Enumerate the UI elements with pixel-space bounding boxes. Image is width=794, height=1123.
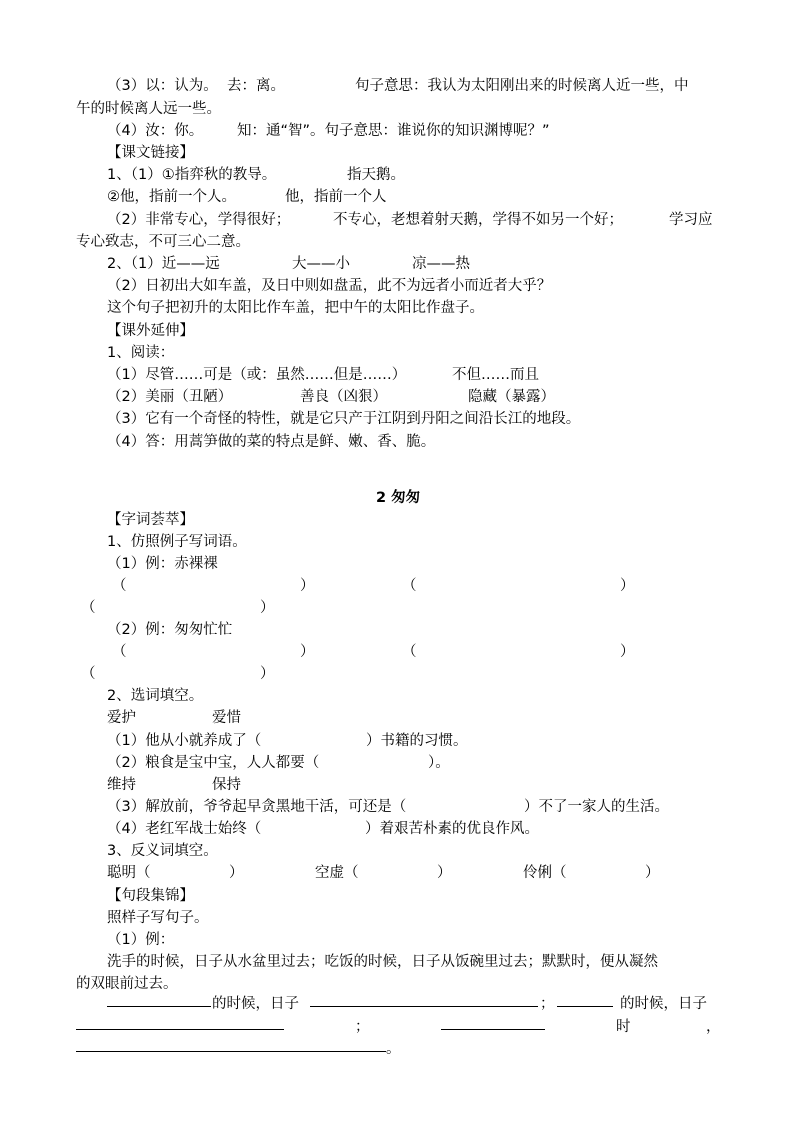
paren-close: ） — [260, 666, 275, 682]
q3-prompt: 3、反义词填空。 — [107, 843, 218, 859]
fill-text: ， — [706, 1019, 721, 1035]
kewen-2-b: 他，指前一个人 — [285, 189, 387, 205]
fill-text: ； — [540, 996, 555, 1012]
blank-line[interactable] — [557, 1006, 613, 1007]
header-juduan: 【句段集锦】 — [107, 888, 194, 904]
q1b-example: （2）例：匆匆忙忙 — [107, 622, 233, 638]
paren-close: ） — [645, 865, 660, 881]
paren-open: （ — [81, 666, 96, 682]
word-aihu: 爱护 — [107, 710, 136, 726]
paren-open: （ — [402, 644, 417, 660]
q2-4-b: ）着艰苦朴素的优良作风。 — [365, 821, 539, 837]
paren-close: ） — [620, 578, 635, 594]
blank-line[interactable] — [441, 1029, 545, 1030]
kewen-4-c: 凉——热 — [412, 256, 470, 272]
paren-open: （ — [402, 578, 417, 594]
paren-open: （ — [112, 578, 127, 594]
paren-close: ） — [229, 865, 244, 881]
kewen-3-d: 专心致志，不可三心二意。 — [76, 234, 250, 250]
kewen-4-b: 大——小 — [292, 256, 350, 272]
kewen-1-a: 1、（1）①指弈秋的教导。 — [107, 167, 277, 183]
kewen-3-c: 学习应 — [669, 212, 713, 228]
header-kewen: 【课文链接】 — [107, 145, 194, 161]
kewen-2-a: ②他，指前一个人。 — [107, 189, 236, 205]
paren-open: （ — [112, 644, 127, 660]
paren-close: ） — [260, 600, 275, 616]
q2-2-a: （2）粮食是宝中宝，人人都要（ — [107, 755, 320, 771]
q2-4-a: （4）老红军战士始终（ — [107, 821, 262, 837]
blank-line[interactable] — [310, 1006, 538, 1007]
fill-text: 的时候，日子 — [212, 996, 299, 1012]
q1-prompt: 1、仿照例子写词语。 — [107, 534, 247, 550]
kewen-3-b: 不专心，老想着射天鹅，学得不如另一个好； — [333, 212, 623, 228]
kewai-4: （3）它有一个奇怪的特性，就是它只产于江阴到丹阳之间沿长江的地段。 — [107, 411, 581, 427]
line-4-b: 知：通“智”。句子意思：谁说你的知识渊博呢？” — [237, 123, 550, 139]
kewai-2-a: （1）尽管……可是（或：虽然……但是……） — [107, 367, 407, 383]
q2-1-a: （1）他从小就养成了（ — [107, 733, 262, 749]
line-3-a: （3）以：认为。 去：离。 — [107, 78, 285, 94]
line-4-a: （4）汝：你。 — [107, 123, 204, 139]
kewen-1-b: 指天鹅。 — [347, 167, 405, 183]
kewen-4-a: 2、（1）近——远 — [107, 256, 220, 272]
kewai-3-a: （2）美丽（丑陋） — [107, 389, 233, 405]
kewen-3-a: （2）非常专心，学得很好； — [107, 212, 291, 228]
antonym-lingli: 伶俐（ — [523, 865, 567, 881]
q1a-example: （1）例：赤裸裸 — [107, 556, 218, 572]
word-baochi: 保持 — [212, 777, 241, 793]
q2-3-b: ）不了一家人的生活。 — [524, 799, 669, 815]
fill-text: ； — [355, 1019, 370, 1035]
kewen-6: 这个句子把初升的太阳比作车盖，把中午的太阳比作盘子。 — [107, 300, 484, 316]
blank-line[interactable] — [76, 1051, 386, 1052]
paren-open: （ — [81, 600, 96, 616]
line-3-b: 句子意思：我认为太阳刚出来的时候离人近一些，中 — [355, 78, 689, 94]
paren-close: ） — [300, 578, 315, 594]
paren-close: ） — [620, 644, 635, 660]
fill-text: 。 — [386, 1041, 401, 1057]
kewai-3-b: 善良（凶狠） — [300, 389, 387, 405]
q2-2-b: ）。 — [428, 755, 450, 771]
lesson-title: 2 匆匆 — [376, 490, 421, 506]
header-kewai: 【课外延伸】 — [107, 323, 194, 339]
q4-prompt: 照样子写句子。 — [107, 910, 209, 926]
header-zici: 【字词荟萃】 — [107, 512, 194, 528]
kewai-3-c: 隐藏（暴露） — [468, 389, 555, 405]
line-3-c: 午的时候离人远一些。 — [76, 101, 221, 117]
word-aixi: 爱惜 — [212, 710, 241, 726]
q4-example-label: （1）例： — [107, 932, 175, 948]
example-sentence-2: 的双眼前过去。 — [76, 976, 178, 992]
example-sentence-1: 洗手的时候，日子从水盆里过去；吃饭的时候，日子从饭碗里过去；默默时，便从凝然 — [107, 954, 658, 970]
kewen-5: （2）日初出大如车盖，及日中则如盘盂，此不为远者小而近者大乎？ — [107, 278, 552, 294]
q2-1-b: ）书籍的习惯。 — [366, 733, 468, 749]
blank-line[interactable] — [107, 1006, 211, 1007]
q2-prompt: 2、选词填空。 — [107, 688, 204, 704]
paren-close: ） — [437, 865, 452, 881]
fill-text: 时 — [616, 1019, 631, 1035]
kewai-2-b: 不但……而且 — [452, 367, 539, 383]
word-weichi: 维持 — [107, 777, 136, 793]
kewai-5: （4）答：用蒿笋做的菜的特点是鲜、嫩、香、脆。 — [107, 434, 436, 450]
blank-line[interactable] — [76, 1029, 284, 1030]
q2-3-a: （3）解放前，爷爷起早贪黑地干活，可还是（ — [107, 799, 407, 815]
fill-text: 的时候，日子 — [620, 996, 707, 1012]
paren-close: ） — [300, 644, 315, 660]
antonym-kongxu: 空虚（ — [315, 865, 359, 881]
kewai-1: 1、阅读： — [107, 345, 175, 361]
antonym-congming: 聪明（ — [107, 865, 151, 881]
